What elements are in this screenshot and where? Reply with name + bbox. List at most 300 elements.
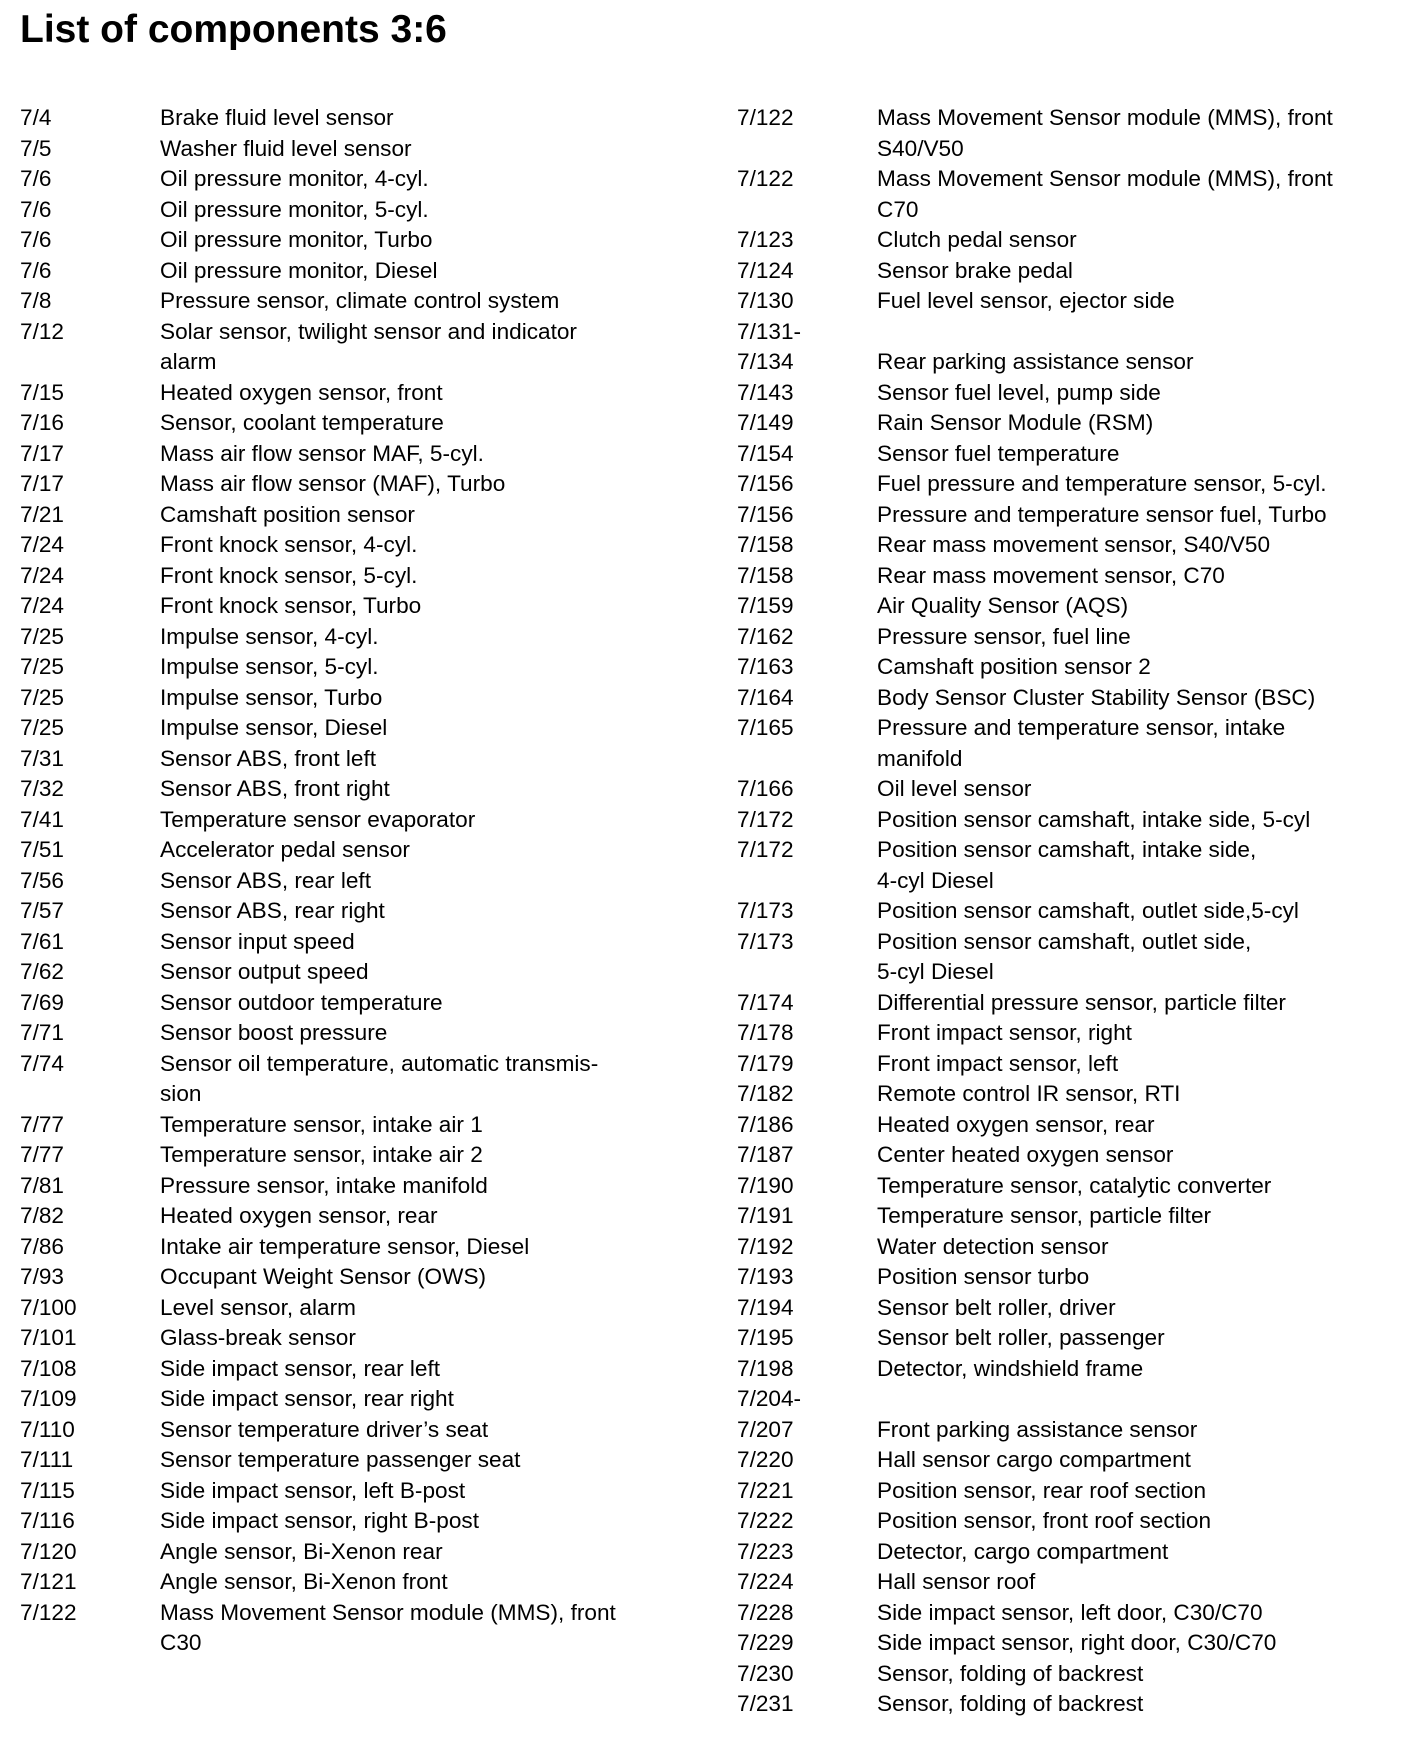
component-description-line: Sensor brake pedal <box>877 257 1073 283</box>
component-description-line: Camshaft position sensor 2 <box>877 654 1151 679</box>
component-description-line: Position sensor camshaft, intake side, <box>877 837 1257 862</box>
component-description-line: Pressure and temperature sensor, intake <box>877 715 1286 740</box>
component-description <box>160 103 700 134</box>
component-entry <box>737 1354 1407 1385</box>
component-entry <box>737 103 1407 164</box>
component-code: 7/25 <box>20 623 64 649</box>
component-entry <box>737 1445 1407 1476</box>
component-description-line: Sensor fuel level, pump side <box>877 379 1161 405</box>
component-entry <box>737 1049 1407 1080</box>
component-code: 7/223 <box>737 1538 794 1564</box>
component-description-line: Pressure sensor, climate control system <box>160 288 560 313</box>
component-description <box>160 683 700 714</box>
component-code: 7/25 <box>20 684 64 710</box>
component-code: 7/162 <box>737 623 794 649</box>
component-code: 7/192 <box>737 1233 794 1259</box>
component-description-line: Front impact sensor, left <box>877 1050 1119 1076</box>
component-description-line: C30 <box>160 1630 202 1655</box>
component-description-line: Remote control IR sensor, RTI <box>877 1081 1181 1106</box>
component-code: 7/194 <box>737 1294 794 1320</box>
component-code: 7/24 <box>20 532 64 557</box>
component-entry <box>20 1445 700 1476</box>
component-entry <box>20 1262 700 1293</box>
component-description <box>160 317 700 378</box>
component-code: 7/110 <box>20 1416 75 1442</box>
component-description <box>160 1598 700 1659</box>
component-entry <box>737 256 1407 287</box>
component-entry <box>20 378 700 409</box>
component-entry <box>20 896 700 927</box>
component-code: 7/41 <box>20 806 64 832</box>
component-code: 7/4 <box>20 105 52 130</box>
component-entry <box>737 1415 1407 1446</box>
component-code: 7/130 <box>737 288 794 313</box>
component-description-line: Washer fluid level sensor <box>160 135 412 161</box>
component-entry <box>20 317 700 378</box>
component-description-line: Angle sensor, Bi-Xenon rear <box>160 1538 443 1564</box>
component-code: 7/122 <box>737 105 794 130</box>
component-description-line: Occupant Weight Sensor (OWS) <box>160 1264 487 1289</box>
component-code: 7/191 <box>737 1203 794 1228</box>
component-code: 7/82 <box>20 1203 64 1228</box>
component-description-line: Rear parking assistance sensor <box>877 349 1194 374</box>
component-description <box>877 1079 1407 1110</box>
component-code: 7/77 <box>20 1111 64 1137</box>
component-description <box>877 1445 1407 1476</box>
component-description <box>160 561 700 592</box>
component-code: 7/198 <box>737 1355 794 1381</box>
component-code: 7/165 <box>737 715 794 740</box>
component-description-line: Brake fluid level sensor <box>160 105 394 130</box>
component-description-line: Sensor ABS, rear right <box>160 898 385 923</box>
component-description-line: sion <box>160 1081 202 1106</box>
component-entry <box>20 530 700 561</box>
component-code: 7/6 <box>20 227 52 252</box>
component-code: 7/25 <box>20 654 64 679</box>
component-entry <box>20 622 700 653</box>
component-description <box>160 1140 700 1171</box>
component-description-line: Sensor outdoor temperature <box>160 989 443 1015</box>
component-description <box>877 1262 1407 1293</box>
component-entry <box>737 1293 1407 1324</box>
component-code: 7/154 <box>737 440 794 466</box>
component-entry <box>20 988 700 1019</box>
component-entry <box>737 1232 1407 1263</box>
component-entry <box>737 1140 1407 1171</box>
component-entry <box>20 134 700 165</box>
component-entry <box>20 1354 700 1385</box>
component-description <box>160 927 700 958</box>
component-description-line: Sensor oil temperature, automatic transmis- <box>160 1050 599 1076</box>
component-entry <box>737 1476 1407 1507</box>
component-code: 7/172 <box>737 837 794 862</box>
component-description <box>160 256 700 287</box>
component-list-left-column <box>20 103 700 1659</box>
component-description-line: Rain Sensor Module (RSM) <box>877 410 1154 435</box>
component-code: 7/74 <box>20 1050 64 1076</box>
component-description-line: Pressure and temperature sensor fuel, Turbo <box>877 501 1327 527</box>
component-description <box>877 408 1407 439</box>
component-entry <box>20 103 700 134</box>
component-entry <box>20 439 700 470</box>
component-code: 7/56 <box>20 867 64 893</box>
component-entry <box>20 1415 700 1446</box>
component-code: 7/71 <box>20 1020 64 1045</box>
component-code: 7/164 <box>737 684 794 710</box>
component-code: 7/187 <box>737 1142 794 1167</box>
component-description-line: Detector, cargo compartment <box>877 1538 1169 1564</box>
component-code: 7/6 <box>20 257 52 283</box>
component-code: 7/5 <box>20 135 52 161</box>
component-description-line: Sensor, coolant temperature <box>160 410 444 435</box>
component-code: 7/228 <box>737 1599 794 1625</box>
component-entry <box>737 1262 1407 1293</box>
component-entry <box>20 561 700 592</box>
component-code: 7/124 <box>737 257 794 283</box>
component-description <box>877 1018 1407 1049</box>
component-code: 7/12 <box>20 318 64 344</box>
component-entry <box>737 683 1407 714</box>
component-description <box>877 927 1407 988</box>
component-entry <box>737 286 1407 317</box>
component-description <box>160 1476 700 1507</box>
component-description-line: Impulse sensor, 5-cyl. <box>160 654 379 679</box>
component-code: 7/16 <box>20 410 64 435</box>
component-code: 7/122 <box>737 166 794 191</box>
component-entry <box>20 164 700 195</box>
component-code: 7/111 <box>20 1447 74 1472</box>
component-code: 7/182 <box>737 1081 794 1106</box>
component-entry <box>20 591 700 622</box>
component-code: 7/173 <box>737 928 794 954</box>
component-entry <box>737 713 1407 774</box>
component-entry <box>20 835 700 866</box>
component-entry <box>737 1537 1407 1568</box>
component-description-line: Mass air flow sensor (MAF), Turbo <box>160 471 506 496</box>
component-description-line: Side impact sensor, rear left <box>160 1355 441 1381</box>
component-description-line: Oil pressure monitor, 5-cyl. <box>160 196 429 222</box>
component-description <box>160 1384 700 1415</box>
component-entry <box>20 1018 700 1049</box>
component-entry <box>20 1567 700 1598</box>
component-description-line: Body Sensor Cluster Stability Sensor (BSC) <box>877 684 1316 710</box>
component-entry <box>737 1171 1407 1202</box>
component-description <box>160 1232 700 1263</box>
component-entry <box>20 1171 700 1202</box>
component-description <box>877 530 1407 561</box>
component-code: 7/229 <box>737 1630 794 1655</box>
component-description <box>877 164 1407 225</box>
component-entry <box>20 286 700 317</box>
component-entry <box>20 256 700 287</box>
component-code: 7/57 <box>20 898 64 923</box>
component-entry <box>737 835 1407 896</box>
component-description-line: Sensor belt roller, driver <box>877 1294 1116 1320</box>
component-description-line: Rear mass movement sensor, S40/V50 <box>877 532 1271 557</box>
component-entry <box>737 774 1407 805</box>
component-description <box>160 652 700 683</box>
component-description <box>160 1537 700 1568</box>
component-code: 7/8 <box>20 288 52 313</box>
component-description <box>160 1567 700 1598</box>
component-description-line: Angle sensor, Bi-Xenon front <box>160 1569 448 1594</box>
component-code: 7/108 <box>20 1355 77 1381</box>
component-description <box>877 1293 1407 1324</box>
component-description-line: Mass Movement Sensor module (MMS), front <box>877 166 1333 191</box>
component-code: 7/173 <box>737 898 794 923</box>
component-description <box>877 1537 1407 1568</box>
component-entry <box>20 774 700 805</box>
component-description-line: Fuel level sensor, ejector side <box>877 288 1175 313</box>
component-entry <box>20 744 700 775</box>
component-description-line: Sensor, folding of backrest <box>877 1660 1144 1686</box>
component-code: 7/204- <box>737 1386 802 1411</box>
component-description <box>877 1567 1407 1598</box>
component-entry <box>20 1537 700 1568</box>
component-entry <box>20 652 700 683</box>
component-code: 7/121 <box>20 1569 77 1594</box>
component-description <box>160 1018 700 1049</box>
component-description-line: Solar sensor, twilight sensor and indicator <box>160 318 577 344</box>
component-description-line: Heated oxygen sensor, rear <box>160 1203 438 1228</box>
component-description-line: Side impact sensor, rear right <box>160 1386 454 1411</box>
component-code: 7/81 <box>20 1172 64 1198</box>
component-description-line: Side impact sensor, left door, C30/C70 <box>877 1599 1263 1625</box>
component-description-line: Hall sensor roof <box>877 1569 1036 1594</box>
component-description <box>877 378 1407 409</box>
component-code: 7/116 <box>20 1508 75 1533</box>
component-description <box>160 1201 700 1232</box>
component-code: 7/6 <box>20 166 52 191</box>
component-code: 7/21 <box>20 501 64 527</box>
component-entry <box>20 866 700 897</box>
component-description <box>877 1598 1407 1629</box>
component-entry <box>737 896 1407 927</box>
component-description-line: alarm <box>160 349 217 374</box>
component-description-line: Sensor temperature passenger seat <box>160 1447 521 1472</box>
component-description <box>877 835 1407 896</box>
component-description-line: Hall sensor cargo compartment <box>877 1447 1191 1472</box>
component-description <box>877 1689 1407 1720</box>
component-entry <box>737 805 1407 836</box>
component-description-line: Front knock sensor, 5-cyl. <box>160 562 418 588</box>
component-description <box>160 1293 700 1324</box>
component-description-line <box>877 317 1407 348</box>
component-description <box>160 1323 700 1354</box>
component-entry <box>20 683 700 714</box>
component-description-line: Impulse sensor, 4-cyl. <box>160 623 379 649</box>
component-code: 7/193 <box>737 1264 794 1289</box>
component-description <box>877 591 1407 622</box>
component-code: 7/158 <box>737 532 794 557</box>
component-code: 7/190 <box>737 1172 794 1198</box>
component-description-line: Position sensor turbo <box>877 1264 1090 1289</box>
component-entry <box>20 408 700 439</box>
component-description <box>877 896 1407 927</box>
component-entry <box>20 927 700 958</box>
component-description-line: C70 <box>877 196 919 222</box>
component-description <box>160 286 700 317</box>
component-entry <box>737 378 1407 409</box>
component-entry <box>20 1476 700 1507</box>
component-description <box>877 1659 1407 1690</box>
component-description <box>160 1171 700 1202</box>
component-description <box>160 1110 700 1141</box>
component-description-line: Oil pressure monitor, 4-cyl. <box>160 166 429 191</box>
component-description-line: Sensor, folding of backrest <box>877 1691 1144 1716</box>
component-description <box>877 1415 1407 1446</box>
component-code: 7/158 <box>737 562 794 588</box>
component-description-line: Oil pressure monitor, Turbo <box>160 227 433 252</box>
component-description <box>877 1506 1407 1537</box>
component-description-line: Sensor ABS, front right <box>160 776 390 801</box>
component-description <box>877 347 1407 378</box>
component-code: 7/123 <box>737 227 794 252</box>
component-description-line: Position sensor camshaft, outlet side, <box>877 928 1252 954</box>
component-code: 7/77 <box>20 1142 64 1167</box>
component-description-line: Detector, windshield frame <box>877 1355 1144 1381</box>
component-entry <box>20 713 700 744</box>
component-entry <box>737 1506 1407 1537</box>
component-description <box>160 866 700 897</box>
component-code: 7/222 <box>737 1508 794 1533</box>
component-description <box>877 225 1407 256</box>
component-description <box>877 1476 1407 1507</box>
component-description-line: Position sensor, rear roof section <box>877 1477 1207 1503</box>
component-code: 7/115 <box>20 1477 75 1503</box>
component-entry <box>737 530 1407 561</box>
component-description <box>160 225 700 256</box>
component-entry <box>20 1232 700 1263</box>
component-description <box>160 896 700 927</box>
component-description <box>877 103 1407 164</box>
component-description <box>160 774 700 805</box>
component-entry <box>20 805 700 836</box>
component-description-line: Temperature sensor evaporator <box>160 806 476 832</box>
component-code: 7/15 <box>20 379 64 405</box>
component-description <box>160 439 700 470</box>
component-code: 7/207 <box>737 1416 794 1442</box>
component-entry <box>20 1049 700 1110</box>
component-entry <box>737 927 1407 988</box>
component-description <box>877 1110 1407 1141</box>
component-code: 7/25 <box>20 715 64 740</box>
component-entry <box>20 1506 700 1537</box>
component-description <box>877 713 1407 774</box>
component-description-line: Sensor ABS, rear left <box>160 867 371 893</box>
component-entry <box>737 1018 1407 1049</box>
component-entry <box>20 500 700 531</box>
component-description-line: Temperature sensor, intake air 2 <box>160 1142 483 1167</box>
component-code: 7/69 <box>20 989 64 1015</box>
component-entry <box>20 225 700 256</box>
component-description <box>877 1384 1407 1415</box>
component-entry <box>20 957 700 988</box>
component-code: 7/178 <box>737 1020 794 1045</box>
component-code: 7/172 <box>737 806 794 832</box>
component-code: 7/149 <box>737 410 794 435</box>
component-description-line: Temperature sensor, particle filter <box>877 1203 1212 1228</box>
component-code: 7/61 <box>20 928 64 954</box>
component-description-line: Mass air flow sensor MAF, 5-cyl. <box>160 440 484 466</box>
component-entry <box>737 1567 1407 1598</box>
component-code: 7/24 <box>20 593 64 618</box>
component-description <box>877 1201 1407 1232</box>
component-description <box>160 469 700 500</box>
component-code: 7/17 <box>20 471 64 496</box>
component-entry <box>20 1110 700 1141</box>
page-title: List of components 3:6 <box>20 8 447 51</box>
component-code: 7/101 <box>20 1325 77 1350</box>
component-entry <box>20 1201 700 1232</box>
component-description <box>160 1354 700 1385</box>
component-description-line: Glass-break sensor <box>160 1325 356 1350</box>
component-description-line: Camshaft position sensor <box>160 501 415 527</box>
component-description <box>160 957 700 988</box>
component-code: 7/131- <box>737 318 802 344</box>
component-description-line: Fuel pressure and temperature sensor, 5-cyl. <box>877 471 1327 496</box>
component-code: 7/221 <box>737 1477 794 1503</box>
component-entry <box>20 1384 700 1415</box>
component-description <box>877 469 1407 500</box>
component-description-line: Sensor output speed <box>160 959 369 984</box>
component-description-line: Front knock sensor, Turbo <box>160 593 422 618</box>
component-entry <box>737 1323 1407 1354</box>
component-description-line: Mass Movement Sensor module (MMS), front <box>877 105 1333 130</box>
component-description <box>160 530 700 561</box>
component-entry <box>737 317 1407 348</box>
component-description <box>160 1262 700 1293</box>
component-description <box>160 1445 700 1476</box>
component-code: 7/163 <box>737 654 794 679</box>
component-description-line: Sensor boost pressure <box>160 1020 388 1045</box>
component-description-line: Rear mass movement sensor, C70 <box>877 562 1225 588</box>
component-entry <box>737 1598 1407 1629</box>
component-entry <box>737 1659 1407 1690</box>
component-entry <box>737 652 1407 683</box>
component-description-line: Impulse sensor, Turbo <box>160 684 383 710</box>
component-code: 7/62 <box>20 959 64 984</box>
component-description <box>877 622 1407 653</box>
component-description-line: Heated oxygen sensor, front <box>160 379 443 405</box>
component-entry <box>20 469 700 500</box>
component-code: 7/186 <box>737 1111 794 1137</box>
component-description-line: Temperature sensor, intake air 1 <box>160 1111 483 1137</box>
component-entry <box>737 164 1407 225</box>
component-code: 7/32 <box>20 776 64 801</box>
component-entry <box>737 561 1407 592</box>
component-code: 7/220 <box>737 1447 794 1472</box>
component-description-line: Impulse sensor, Diesel <box>160 715 388 740</box>
component-description <box>877 256 1407 287</box>
component-code: 7/100 <box>20 1294 77 1320</box>
component-code: 7/224 <box>737 1569 794 1594</box>
component-description-line: Sensor ABS, front left <box>160 745 377 771</box>
component-description-line: Temperature sensor, catalytic converter <box>877 1172 1272 1198</box>
component-description-line: 5-cyl Diesel <box>877 959 994 984</box>
component-code: 7/93 <box>20 1264 64 1289</box>
component-code: 7/6 <box>20 196 52 222</box>
component-description-line: Oil pressure monitor, Diesel <box>160 257 438 283</box>
component-description-line <box>877 1384 1407 1415</box>
component-description-line: Position sensor camshaft, outlet side,5-cyl <box>877 898 1299 923</box>
component-description-line: Water detection sensor <box>877 1233 1109 1259</box>
component-entry <box>737 622 1407 653</box>
component-entry <box>737 1689 1407 1720</box>
component-description <box>877 774 1407 805</box>
component-description <box>877 652 1407 683</box>
component-description <box>877 1171 1407 1202</box>
